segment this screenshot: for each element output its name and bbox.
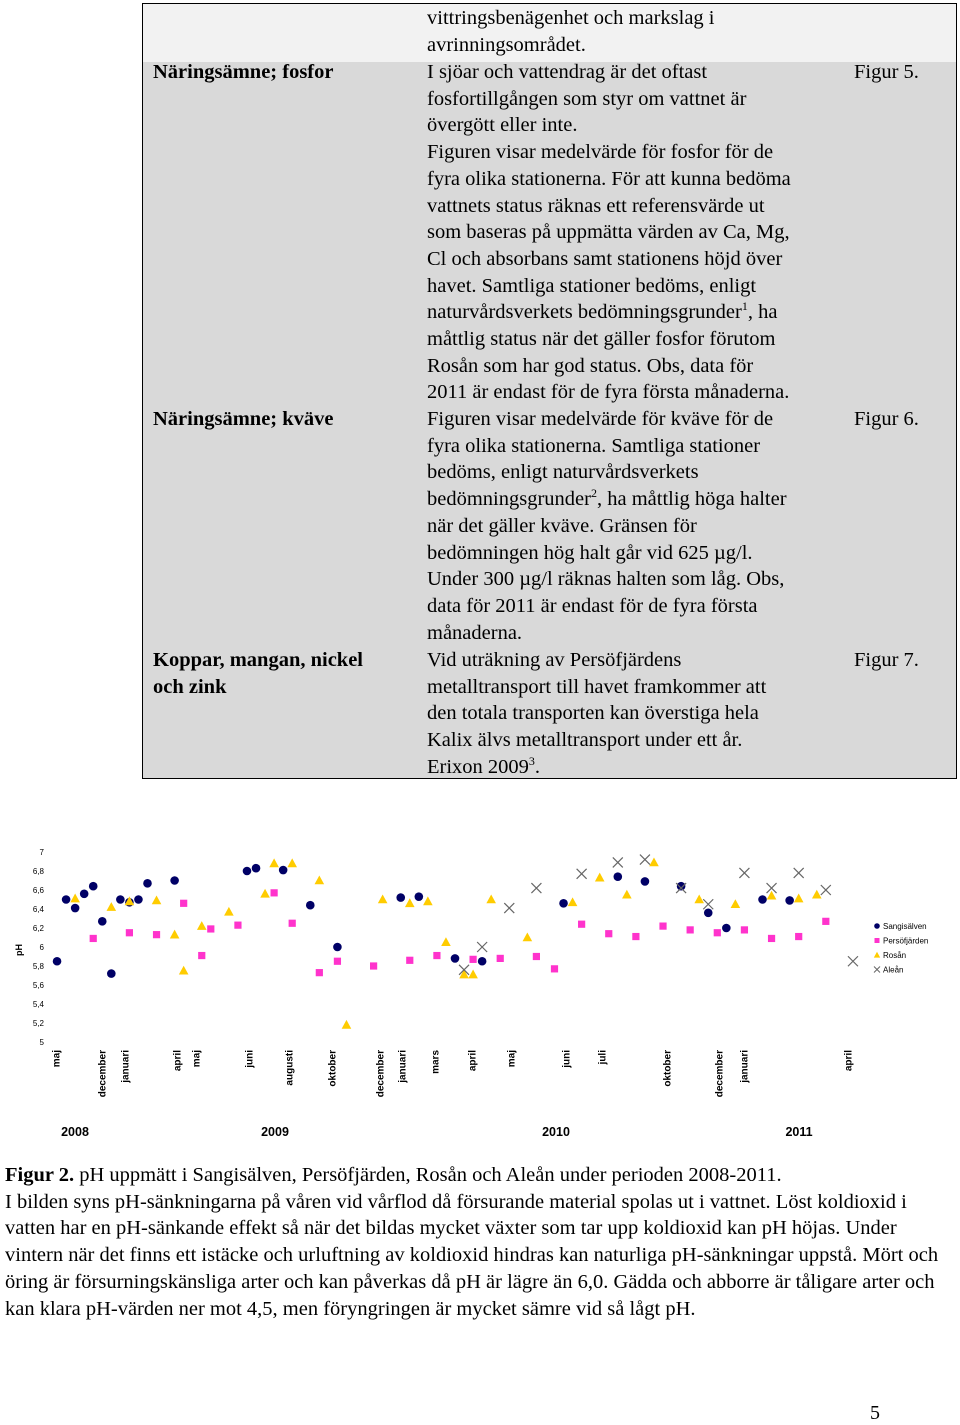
data-point-rosan (287, 858, 297, 867)
text-line: som baseras på uppmätta värden av Ca, Mg, (427, 221, 790, 244)
text-line: fosfortillgången som styr om vattnet är (427, 87, 747, 110)
data-point-alean (848, 956, 858, 966)
data-point-sangisalven (306, 901, 315, 910)
data-point-sangisalven (116, 895, 125, 904)
data-point-sangisalven (279, 866, 288, 875)
y-tick-label: 5,6 (32, 981, 44, 990)
text-line: övergött eller inte. (427, 114, 578, 137)
data-point-persofjarden (497, 955, 504, 962)
data-point-alean (739, 868, 749, 878)
data-point-rosan (152, 895, 162, 904)
text-line: Vid uträkning av Persöfjärdens (427, 649, 682, 671)
data-point-alean (703, 899, 713, 909)
data-point-rosan (378, 895, 388, 904)
data-point-rosan (812, 890, 822, 899)
data-point-sangisalven (758, 895, 767, 904)
data-point-rosan (405, 898, 415, 907)
row2-text (427, 406, 787, 646)
data-point-persofjarden (741, 926, 748, 933)
x-tick-label: maj (506, 1050, 518, 1068)
text-line: Rosån som har god status. Obs, data för (427, 354, 754, 377)
text-line: Figuren visar medelvärde för fosfor för de (427, 141, 774, 164)
data-point-rosan (694, 895, 704, 904)
text-line: bedömningen hög halt går vid 625 µg/l. (427, 541, 753, 564)
data-point-persofjarden (687, 926, 694, 933)
x-tick-label: maj (191, 1050, 203, 1068)
data-point-sangisalven (53, 957, 62, 966)
data-point-persofjarden (433, 952, 440, 959)
data-point-alean (504, 903, 514, 913)
data-point-rosan (179, 966, 189, 975)
text-line: Erixon 2009$^3$. (427, 753, 541, 778)
text-line: när det gäller kväve. Gränsen för (427, 514, 697, 537)
legend-label: Persöfjärden (883, 936, 929, 946)
footnote-ref: 2 (590, 486, 597, 501)
x-tick-label: april (172, 1050, 184, 1072)
data-point-persofjarden (289, 920, 296, 927)
title-line: och zink (153, 675, 227, 698)
figure-ref-7: Figur 7. (854, 649, 919, 671)
legend-marker (874, 952, 880, 958)
data-point-alean (821, 885, 831, 895)
data-point-persofjarden (714, 929, 721, 936)
data-point-sangisalven (143, 879, 152, 888)
text-line: bedömningsgrunder$^2$, ha måttlig höga halter (427, 486, 787, 511)
data-point-rosan (197, 921, 207, 930)
x-tick-label: maj (51, 1050, 63, 1068)
x-tick-label: augusti (284, 1050, 296, 1086)
data-point-sangisalven (677, 882, 686, 891)
x-tick-label: mars (430, 1050, 442, 1074)
text-line: fyra olika stationerna. Samtliga stationer (427, 434, 761, 457)
x-tick-label: januari (739, 1050, 751, 1083)
text-line: Figuren visar medelvärde för kväve för de (427, 408, 774, 430)
legend-label: Aleån (883, 965, 904, 975)
text-line: Cl och absorbans samt stationens höjd över (427, 247, 783, 270)
data-point-sangisalven (89, 882, 98, 891)
ph-scatter-plot (0, 835, 960, 1145)
y-tick-label: 7 (39, 848, 44, 857)
row-title-fosfor: Näringsämne; fosfor (153, 61, 334, 83)
x-tick-label: oktober (662, 1050, 674, 1087)
year-label: 2008 (61, 1125, 89, 1139)
row3-text (427, 647, 766, 781)
x-tick-label: juni (561, 1050, 573, 1068)
data-point-rosan (107, 902, 117, 911)
data-point-rosan (794, 894, 804, 903)
text-line: I sjöar och vattendrag är det oftast (427, 61, 708, 83)
data-point-persofjarden (207, 925, 214, 932)
data-point-rosan (731, 899, 741, 908)
data-point-sangisalven (170, 876, 179, 885)
data-point-alean (794, 868, 804, 878)
legend-marker (875, 938, 880, 943)
data-point-rosan (269, 858, 279, 867)
x-tick-label: december (714, 1050, 726, 1098)
data-point-persofjarden (90, 935, 97, 942)
data-point-persofjarden (551, 965, 558, 972)
data-point-persofjarden (334, 958, 341, 965)
x-tick-label: januari (120, 1050, 132, 1083)
data-point-rosan (70, 894, 80, 903)
data-point-persofjarden (271, 889, 278, 896)
footnote-ref: 3 (528, 753, 535, 768)
x-tick-label: januari (397, 1050, 409, 1083)
data-point-persofjarden (533, 953, 540, 960)
data-point-persofjarden (605, 930, 612, 937)
data-point-sangisalven (478, 957, 487, 966)
text-line: måttlig status när det gäller fosfor förutom (427, 328, 776, 351)
data-point-persofjarden (768, 935, 775, 942)
legend-label: Rosån (883, 951, 907, 960)
data-point-rosan (595, 873, 605, 882)
text-line: metalltransport till havet framkommer att (427, 675, 767, 698)
caption-label: Figur 2. (5, 1164, 75, 1186)
x-tick-label: december (375, 1050, 387, 1098)
text-line: bedöms, enligt naturvårdsverkets (427, 461, 699, 484)
data-point-sangisalven (396, 893, 405, 902)
data-point-sangisalven (333, 943, 342, 952)
data-point-alean (613, 857, 623, 867)
data-point-rosan (342, 1020, 352, 1029)
data-point-persofjarden (822, 918, 829, 925)
text-line: 2011 är endast för de fyra första månaderna. (427, 381, 790, 404)
data-point-rosan (568, 897, 578, 906)
x-tick-label: april (467, 1050, 479, 1072)
legend-marker (874, 923, 880, 929)
data-point-sangisalven (704, 909, 713, 918)
data-point-rosan (468, 970, 478, 979)
data-point-persofjarden (795, 933, 802, 940)
y-tick-label: 6 (39, 943, 44, 952)
data-point-rosan (486, 895, 496, 904)
year-label: 2009 (261, 1125, 289, 1139)
text-line: vittringsbenägenhet och markslag i (427, 7, 715, 29)
x-tick-label: april (843, 1050, 855, 1072)
y-tick-label: 6,2 (32, 924, 44, 933)
text-line: naturvårdsverkets bedömningsgrunder$^1$, ha (427, 299, 778, 324)
data-point-alean (477, 942, 487, 952)
data-point-persofjarden (469, 956, 476, 963)
data-point-sangisalven (252, 864, 261, 873)
data-point-persofjarden (180, 900, 187, 907)
data-point-sangisalven (243, 867, 252, 876)
year-label: 2011 (785, 1125, 813, 1139)
data-point-rosan (224, 907, 234, 916)
data-point-rosan (649, 857, 659, 866)
data-point-alean (640, 855, 650, 865)
figure-ref-5: Figur 5. (854, 61, 919, 83)
data-point-rosan (423, 896, 433, 905)
text-line: havet. Samtliga stationer bedöms, enligt (427, 274, 757, 297)
text-line: Kalix älvs metalltransport under ett år. (427, 729, 743, 752)
data-point-sangisalven (722, 924, 731, 933)
data-point-sangisalven (134, 895, 143, 904)
y-tick-label: 5,4 (32, 1000, 44, 1009)
data-point-persofjarden (316, 969, 323, 976)
footnote-ref: 1 (741, 299, 748, 314)
data-point-persofjarden (153, 931, 160, 938)
caption-body: I bilden syns pH-sänkningarna på våren vid vårflod då försurande material spolas ut i vattnet. Löst koldioxid i vatten har en pH-sänkande effekt så när det bildas mycket växter som tar upp koldioxid kan pH höjas. Under vintern när det finns ett istäcke och urluftning av koldioxid hindras kan naturliga pH-sänkningar uppstå. Mört och öring är försurningskänsliga arter och kan påverkas då pH är lägre än 6,0. Gädda och abborre är tåligare arter och kan klara pH-värden ner mot 4,5, men föryngringen är mycket sämre vid så lågt pH. (5, 1190, 939, 1320)
data-point-persofjarden (659, 923, 666, 930)
info-table (142, 3, 957, 779)
data-point-sangisalven (80, 890, 89, 899)
figure-ref-6: Figur 6. (854, 408, 919, 430)
data-point-sangisalven (98, 917, 107, 926)
data-point-sangisalven (641, 877, 650, 886)
y-tick-label: 6,6 (32, 886, 44, 895)
y-tick-label: 5,8 (32, 962, 44, 971)
data-point-persofjarden (198, 952, 205, 959)
data-point-sangisalven (559, 899, 568, 908)
text-line: fyra olika stationerna. För att kunna bedöma (427, 167, 791, 190)
data-point-persofjarden (632, 933, 639, 940)
data-point-alean (577, 869, 587, 879)
data-point-rosan (170, 930, 180, 939)
data-point-sangisalven (785, 896, 794, 905)
figure-caption (5, 1162, 953, 1322)
row1-text (427, 59, 791, 406)
y-axis-label: pH (14, 944, 24, 956)
data-point-rosan (622, 890, 632, 899)
row-title-metaller (153, 647, 363, 700)
text-line: avrinningsområdet. (427, 33, 586, 56)
legend-marker (874, 967, 880, 973)
data-point-sangisalven (107, 969, 116, 978)
legend-label: Sangisälven (883, 922, 927, 931)
x-tick-label: juni (244, 1050, 256, 1068)
x-tick-label: juli (597, 1050, 609, 1065)
row0-text (427, 5, 715, 58)
title-line: Koppar, mangan, nickel (153, 649, 363, 671)
y-tick-label: 5,2 (32, 1019, 44, 1028)
data-point-persofjarden (234, 922, 241, 929)
y-tick-label: 5 (39, 1038, 44, 1047)
x-tick-label: december (97, 1050, 109, 1098)
text-line: Under 300 µg/l räknas halten som låg. Obs, (427, 568, 785, 591)
text-line: data för 2011 är endast för de fyra första (427, 594, 758, 617)
data-point-rosan (260, 889, 270, 898)
data-point-sangisalven (451, 954, 460, 963)
x-tick-label: oktober (327, 1050, 339, 1087)
data-point-rosan (315, 876, 325, 885)
year-label: 2010 (542, 1125, 570, 1139)
page-number: 5 (870, 1402, 880, 1424)
data-point-persofjarden (126, 929, 133, 936)
data-point-sangisalven (415, 892, 424, 901)
data-point-persofjarden (370, 962, 377, 969)
caption-title: pH uppmätt i Sangisälven, Persöfjärden, Rosån och Aleån under perioden 2008-2011. (74, 1164, 782, 1186)
data-point-sangisalven (614, 872, 623, 881)
text-line: månaderna. (427, 621, 523, 644)
data-point-alean (531, 883, 541, 893)
text-line: vattnets status räknas ett referensvärde ut (427, 194, 765, 217)
row-title-kvave: Näringsämne; kväve (153, 408, 334, 430)
data-point-persofjarden (406, 957, 413, 964)
data-point-rosan (523, 933, 533, 942)
text-line: den totala transporten kan överstiga hela (427, 702, 759, 725)
data-point-persofjarden (578, 921, 585, 928)
y-tick-label: 6,8 (32, 867, 44, 876)
data-point-rosan (441, 937, 451, 946)
ph-chart (0, 835, 960, 1145)
y-tick-label: 6,4 (32, 905, 44, 914)
data-point-sangisalven (62, 895, 71, 904)
data-point-sangisalven (71, 904, 80, 913)
